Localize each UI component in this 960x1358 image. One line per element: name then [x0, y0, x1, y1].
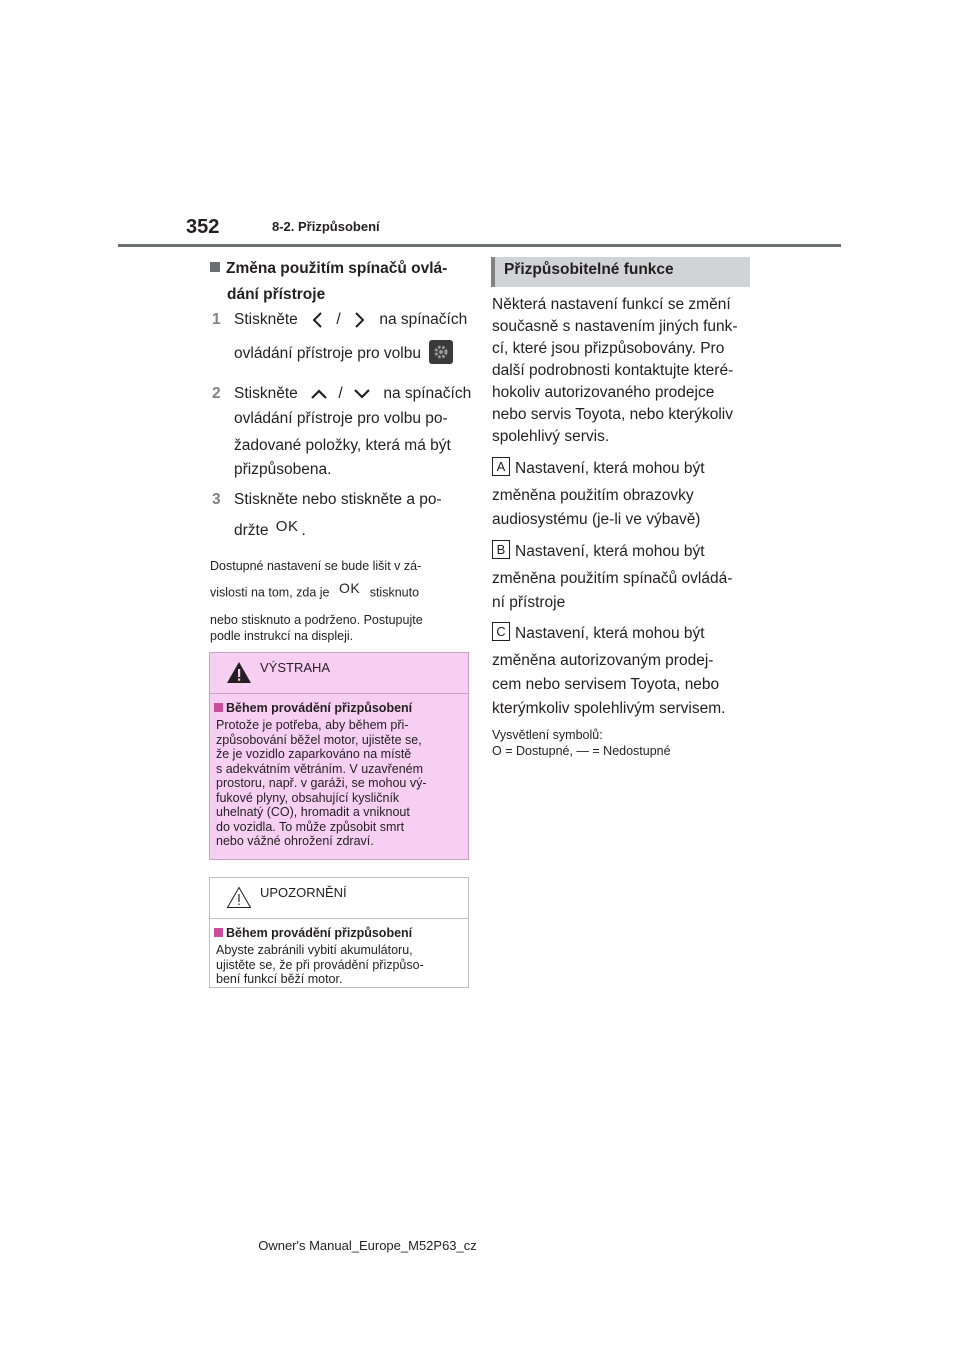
- warning-text: [210, 715, 468, 857]
- warning-line: že je vozidlo zaparkováno na místě: [216, 747, 412, 761]
- item-line: Nastavení, která mohou být: [515, 460, 705, 477]
- intro-line: současně s nastavením jiných funk-: [492, 318, 738, 335]
- item-line: Nastavení, která mohou být: [515, 625, 705, 642]
- intro-line: cí, které jsou přizpůsobovány. Pro: [492, 340, 725, 357]
- warning-line: způsobování běžel motor, ujistěte se,: [216, 732, 422, 747]
- note-text-part: vislosti na tom, zda je: [210, 585, 330, 600]
- item-line: cem nebo servisem Toyota, nebo: [492, 676, 720, 693]
- caution-heading: Během provádění přizpůsobení: [226, 926, 413, 940]
- caution-line: Abyste zabránili vybití akumulátoru,: [216, 943, 413, 957]
- step-number: 3: [212, 491, 221, 508]
- page-number: 352: [186, 216, 220, 238]
- footer: [0, 1238, 960, 1253]
- step-text: /: [336, 311, 341, 328]
- footer-text: Owner's Manual_Europe_M52P63_cz: [258, 1238, 477, 1253]
- features-intro: [492, 294, 750, 448]
- chevron-down-icon: [353, 386, 371, 402]
- item-line: ní přístroje: [492, 594, 566, 611]
- header-rule: [118, 244, 841, 247]
- feature-item-a: [492, 457, 762, 532]
- warning-box: [209, 652, 469, 860]
- feature-item-b: [492, 540, 762, 615]
- features-heading: [491, 257, 750, 287]
- step-text: Stiskněte: [234, 385, 298, 402]
- item-line: změněna autorizovaným prodej-: [492, 652, 714, 669]
- item-line: změněna použitím obrazovky: [492, 487, 694, 504]
- warning-line: prostoru, např. v garáži, se mohou vý-: [216, 776, 427, 790]
- warning-line: Protože je potřeba, aby během při-: [216, 718, 409, 732]
- warning-triangle-icon: [226, 661, 252, 684]
- caution-triangle-icon: [226, 886, 252, 909]
- step-text: /: [338, 385, 343, 402]
- intro-line: další podrobnosti kontaktujte které-: [492, 362, 734, 379]
- step-text: Stiskněte nebo stiskněte a po-: [234, 491, 442, 508]
- caution-line: bení funkcí běží motor.: [216, 972, 343, 986]
- legend-line: Vysvětlení symbolů:: [492, 728, 603, 742]
- section-title: 8-2. Přizpůsobení: [272, 219, 380, 234]
- ok-button-icon: OK: [338, 580, 361, 596]
- warning-line: s adekvátním větráním. V uzavřeném: [216, 761, 424, 776]
- warning-line: do vozidla. To může způsobit smrt: [216, 819, 405, 834]
- caution-line: ujistěte se, že při provádění přizpůso-: [216, 957, 424, 972]
- ok-button-icon: OK: [275, 518, 299, 535]
- item-line: kterýmkoliv spolehlivým servisem.: [492, 700, 726, 717]
- settings-gear-icon: [429, 340, 453, 364]
- warning-label: VÝSTRAHA: [260, 660, 331, 675]
- warning-heading: Během provádění přizpůsobení: [226, 701, 413, 715]
- item-line: audiosystému (je-li ve výbavě): [492, 511, 701, 528]
- step-text: ovládání přístroje pro volbu: [234, 345, 421, 362]
- step-text: na spínačích: [383, 385, 472, 402]
- feature-item-c: [492, 622, 762, 721]
- subheading-line: dání přístroje: [227, 286, 326, 303]
- item-line: Nastavení, která mohou být: [515, 543, 705, 560]
- caution-text: [210, 940, 468, 995]
- letter-badge-a: A: [492, 457, 510, 476]
- intro-line: nebo servis Toyota, nebo kterýkoliv: [492, 406, 733, 423]
- note-text: [210, 580, 420, 601]
- step-text: přizpůsobena.: [234, 461, 332, 478]
- caution-box: [209, 877, 469, 988]
- caution-label: UPOZORNĚNÍ: [260, 885, 347, 900]
- warning-line: uhelnatý (CO), hromadit a vniknout: [216, 805, 410, 819]
- item-line: změněna použitím spínačů ovládá-: [492, 570, 733, 587]
- subheading-line: Změna použitím spínačů ovlá-: [226, 260, 448, 277]
- note-text-part: stisknuto: [369, 585, 420, 600]
- step-text: žadované položky, která má být: [234, 437, 451, 454]
- warning-header: [210, 653, 468, 694]
- bullet-square-icon: [210, 262, 220, 272]
- intro-line: hokoliv autorizovaného prodejce: [492, 384, 715, 401]
- bullet-square-icon: [214, 928, 223, 937]
- features-heading-text: Přizpůsobitelné funkce: [504, 261, 674, 278]
- step-text: Stiskněte: [234, 311, 298, 328]
- note-text: podle instrukcí na displeji.: [210, 629, 354, 643]
- intro-line: spolehlivý servis.: [492, 428, 610, 445]
- caution-header: [210, 878, 468, 919]
- note-text: Dostupné nastavení se bude lišit v zá-: [210, 559, 422, 573]
- step-text: .: [301, 522, 306, 540]
- letter-badge-b: B: [492, 540, 510, 559]
- step-text: držte: [234, 522, 269, 540]
- step-number: 2: [212, 385, 221, 402]
- subheading: [210, 256, 470, 308]
- symbol-legend: [492, 727, 671, 759]
- step-text: ovládání přístroje pro volbu po-: [234, 410, 448, 427]
- step-text: na spínačích: [379, 311, 468, 328]
- warning-line: nebo vážné ohrožení zdraví.: [216, 834, 374, 848]
- chevron-left-icon: [310, 311, 326, 329]
- chevron-up-icon: [310, 386, 328, 402]
- warning-line: fukové plyny, obsahující kysličník: [216, 790, 400, 805]
- note-text: nebo stisknuto a podrženo. Postupujte: [210, 613, 423, 627]
- letter-badge-c: C: [492, 622, 510, 641]
- bullet-square-icon: [214, 703, 223, 712]
- intro-line: Některá nastavení funkcí se změní: [492, 296, 731, 313]
- step-number: 1: [212, 311, 221, 328]
- legend-line: O = Dostupné, — = Nedostupné: [492, 744, 671, 758]
- chevron-right-icon: [351, 311, 367, 329]
